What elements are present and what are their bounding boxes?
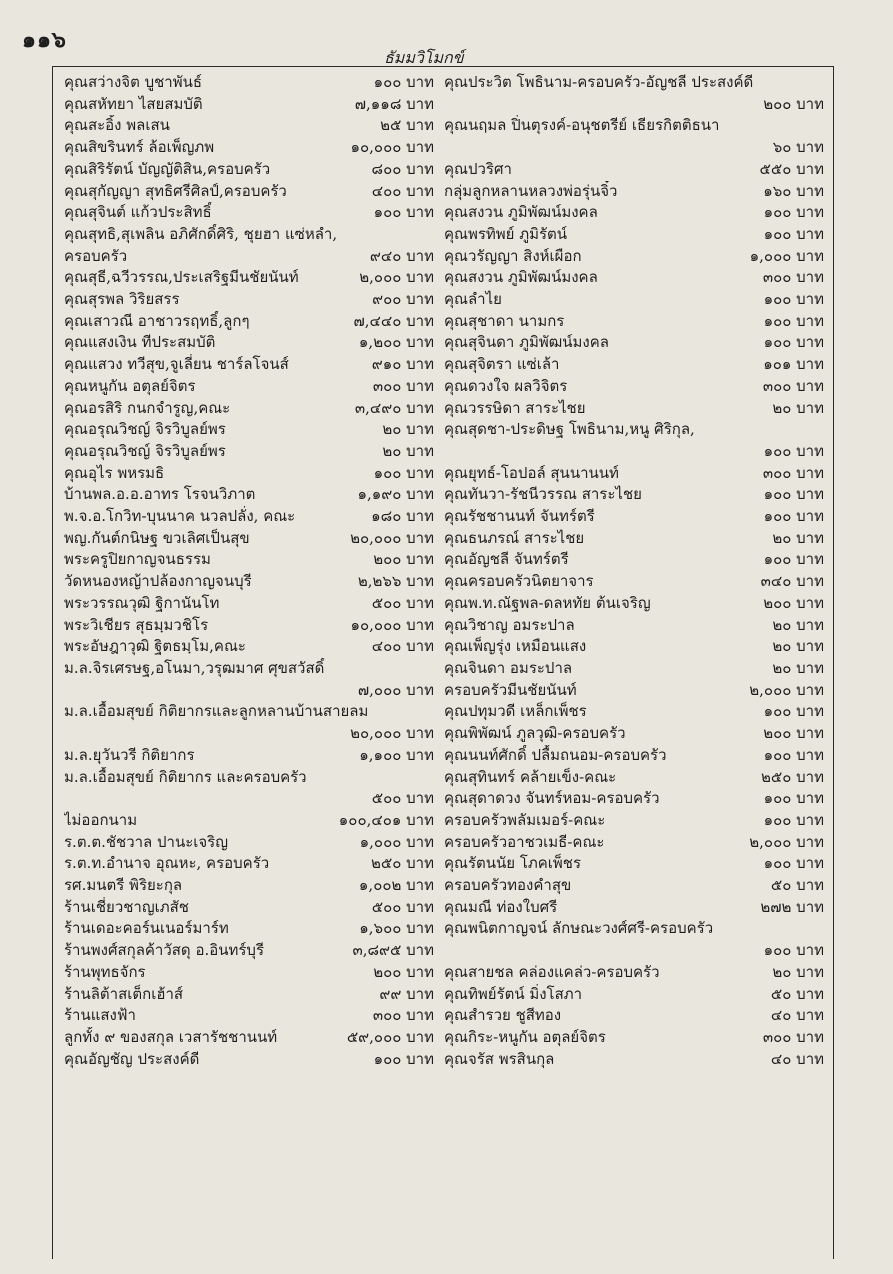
donation-amount: ๒,๐๐๐ บาท — [749, 832, 824, 851]
donor-entry — [64, 398, 434, 420]
donor-entry — [64, 137, 434, 159]
donation-amount: ๑,๑๙๐ บาท — [357, 485, 434, 504]
donor-entry — [64, 962, 434, 984]
donation-amount: ๒๐ บาท — [772, 528, 824, 547]
donor-entry — [444, 875, 824, 897]
donor-name: คุณอรสิริ กนกจำรูญ,คณะ — [64, 398, 231, 417]
donation-amount: ๓,๘๙๕ บาท — [352, 941, 434, 960]
donor-name: ครอบครัวอาชวเมธี-คณะ — [444, 832, 605, 851]
donation-amount: ๒,๐๐๐ บาท — [359, 268, 434, 287]
donor-entry — [444, 528, 824, 550]
donor-name: คุณสุจินดา ภูมิพัฒน์มงคล — [444, 333, 609, 352]
donor-entry — [64, 311, 434, 333]
donor-name: คุณครอบครัวนิตยาจาร — [444, 572, 594, 591]
donor-entry — [64, 267, 434, 289]
donor-name: พระวรรณวุฒิ ฐิกานันโท — [64, 593, 220, 612]
donor-entry — [64, 1049, 434, 1071]
donor-entry — [444, 723, 824, 745]
donor-entry — [444, 398, 824, 420]
donor-name: ครอบครัวพลัมเมอร์-คณะ — [444, 810, 606, 829]
donor-entry — [444, 246, 824, 268]
donation-amount: ๒๐ บาท — [772, 658, 824, 677]
donor-entry — [64, 832, 434, 854]
donor-entry — [64, 72, 434, 94]
donor-name: คุณสุกัญญา สุทธิศรีศิลป์,ครอบครัว — [64, 181, 287, 200]
donor-name: คุณพ.ท.ณัฐพล-ดลหทัย ต้นเจริญ — [444, 593, 651, 612]
donation-amount: ๔๐๐ บาท — [371, 181, 434, 200]
donor-name: พ.จ.อ.โกวิท-บุนนาค นวลปลั่ง, คณะ — [64, 507, 296, 526]
donor-name: ร.ต.ท.อำนาจ อุณหะ, ครอบครัว — [64, 854, 270, 873]
donor-entry — [444, 767, 824, 789]
donor-name: คุณสงวน ภูมิพัฒน์มงคล — [444, 203, 598, 222]
donor-entry — [64, 984, 434, 1006]
donation-amount: ๑๐๐ บาท — [763, 485, 824, 504]
donor-name: ม.ล.ยุวันวรี กิติยากร — [64, 745, 195, 764]
donor-name: คุณสุจินต์ แก้วประสิทธิ์ — [64, 203, 212, 222]
donor-entry — [64, 571, 434, 593]
donation-amount: ๑๐๐ บาท — [763, 333, 824, 352]
donor-name: คุณทันวา-รัชนีวรรณ สาระไชย — [444, 485, 642, 504]
donor-entry — [64, 658, 434, 680]
page-number: ๑๑๖ — [22, 27, 67, 53]
donation-amount: ๑๐๐ บาท — [763, 311, 824, 330]
donation-amount: ๑,๒๐๐ บาท — [358, 333, 434, 352]
donor-entry — [444, 615, 824, 637]
donor-name: ร้านพงศ์สกุลค้าวัสดุ อ.อินทร์บุรี — [64, 941, 265, 960]
donor-entry — [444, 115, 824, 137]
donor-entry — [64, 875, 434, 897]
donation-amount: ๓๔๐ บาท — [760, 572, 824, 591]
donation-amount: ๕๐๐ บาท — [371, 789, 434, 808]
donor-name: คุณปทุมวดี เหล็กเพ็ชร — [444, 702, 587, 721]
donation-amount: ๑๐๐ บาท — [373, 1049, 434, 1068]
donation-amount: ๑๐๑ บาท — [763, 355, 824, 374]
donation-amount: ๑๐๐ บาท — [763, 290, 824, 309]
donor-entry — [64, 723, 434, 745]
donor-name: คุณหนูกัน อตุลย์จิตร — [64, 376, 196, 395]
donor-entry — [444, 267, 824, 289]
donor-entry — [64, 745, 434, 767]
donation-amount: ๑๐๐ บาท — [373, 203, 434, 222]
donation-amount: ๑๐๐ บาท — [763, 941, 824, 960]
donor-name: คุณวรัญญา สิงห์เผือก — [444, 246, 582, 265]
donation-amount: ๑,๑๐๐ บาท — [359, 745, 434, 764]
donor-name: คุณจรัส พรสินกุล — [444, 1049, 555, 1068]
donation-amount: ๑,๐๐๐ บาท — [359, 832, 434, 851]
donation-amount: ๑,๐๐๒ บาท — [358, 876, 434, 895]
donor-name: คุณสุดาดวง จันทร์หอม-ครอบครัว — [444, 789, 660, 808]
donor-name: คุณกิระ-หนูกัน อตุลย์จิตร — [444, 1027, 606, 1046]
donation-amount: ๔๐ บาท — [770, 1049, 824, 1068]
donation-amount: ๙๐๐ บาท — [372, 290, 434, 309]
donor-entry — [64, 506, 434, 528]
donor-name: พระครูปิยกาญจนธรรม — [64, 550, 211, 569]
donor-name: คุณประวิต โพธินาม-ครอบครัว-อัญชลี ประสงค์ดี — [444, 73, 754, 91]
donor-entry — [444, 506, 824, 528]
donor-entry — [64, 484, 434, 506]
donor-entry — [444, 376, 824, 398]
donor-entry — [444, 419, 824, 441]
donor-name: คุณยุทธ์-โอปอล์ สุนนานนท์ — [444, 463, 619, 482]
donor-name: คุณทิพย์รัตน์ มิ่งโสภา — [444, 984, 583, 1003]
donation-amount: ๔๐๐ บาท — [371, 637, 434, 656]
donor-name: คุณพรทิพย์ ภูมิรัตน์ — [444, 224, 568, 243]
donor-entry — [444, 810, 824, 832]
donation-amount: ๒,๒๖๖ บาท — [357, 572, 434, 591]
donation-amount: ๓๐๐ บาท — [372, 1006, 434, 1025]
donor-name: คุณสำรวย ชูสีทอง — [444, 1006, 562, 1025]
donation-amount: ๓๐๐ บาท — [372, 376, 434, 395]
donation-amount: ๙๙ บาท — [379, 984, 434, 1003]
donor-entry — [444, 788, 824, 810]
donor-entry — [64, 441, 434, 463]
donor-entry — [64, 810, 434, 832]
donor-entry — [444, 918, 824, 940]
donor-entry — [444, 484, 824, 506]
donation-amount: ๑๐๐ บาท — [373, 463, 434, 482]
donor-entry — [64, 940, 434, 962]
donor-name: คุณอัญชลี จันทร์ตรี — [444, 550, 569, 569]
donor-entry — [64, 115, 434, 137]
donor-name: ร.ต.ต.ชัชวาล ปานะเจริญ — [64, 832, 229, 851]
donation-amount: ๒๐ บาท — [772, 962, 824, 981]
donation-amount: ๖๐ บาท — [772, 138, 824, 157]
donation-amount: ๓๐๐ บาท — [762, 376, 824, 395]
donation-amount: ๒๐๐ บาท — [373, 962, 434, 981]
donor-entry — [64, 354, 434, 376]
donation-amount: ๑๐๐ บาท — [763, 702, 824, 721]
donation-amount: ๑๐๐ บาท — [763, 441, 824, 460]
donor-entry — [444, 897, 824, 919]
donor-entry — [64, 1005, 434, 1027]
donor-entry — [444, 441, 824, 463]
donation-amount: ๑๐๐ บาท — [763, 854, 824, 873]
donation-amount: ๑๐,๐๐๐ บาท — [350, 615, 434, 634]
donor-entry — [444, 636, 824, 658]
donation-amount: ๒๐ บาท — [772, 615, 824, 634]
donor-name: คุณสิขรินทร์ ล้อเพ็ญภพ — [64, 138, 215, 157]
donation-amount: ๑๐,๐๐๐ บาท — [350, 138, 434, 157]
donor-entry — [64, 419, 434, 441]
donor-entry — [444, 181, 824, 203]
donation-amount: ๒๕๐ บาท — [761, 767, 824, 786]
donation-amount: ๑๐๐ บาท — [373, 73, 434, 91]
donor-name: คุณสุทินทร์ คล้ายเข็ง-คณะ — [444, 767, 617, 786]
donor-entry — [64, 528, 434, 550]
donor-entry — [444, 745, 824, 767]
donation-amount: ๒๐ บาท — [772, 637, 824, 656]
donation-amount: ๕๐ บาท — [770, 984, 824, 1003]
donation-amount: ๑๖๐ บาท — [763, 181, 824, 200]
donor-entry — [444, 202, 824, 224]
donor-entry — [64, 897, 434, 919]
donor-name: ครอบครัว — [64, 246, 128, 265]
donor-name: คุณอรุณวิชญ์ จิรวิบูลย์พร — [64, 420, 226, 439]
donor-name: คุณสุดชา-ประดิษฐ โพธินาม,หนู ศิริกุล, — [444, 420, 695, 439]
donation-amount: ๑๐๐,๔๐๑ บาท — [338, 810, 434, 829]
donor-name: ร้านเดอะคอร์นเนอร์มาร์ท — [64, 919, 229, 938]
donor-entry — [64, 202, 434, 224]
donor-entry — [64, 224, 434, 246]
donor-name: คุณสุธี,ฉวีวรรณ,ประเสริฐมีนชัยนันท์ — [64, 268, 299, 287]
donation-amount: ๒๕๐ บาท — [371, 854, 434, 873]
donor-name: ร้านพุทธจักร — [64, 962, 146, 981]
donation-amount: ๑๐๐ บาท — [763, 224, 824, 243]
donation-amount: ๕๕๐ บาท — [759, 159, 824, 178]
donation-amount: ๒๐๐ บาท — [763, 724, 824, 743]
donor-entry — [64, 636, 434, 658]
donor-name: ลูกทั้ง ๙ ของสกุล เวสารัชชานนท์ — [64, 1027, 278, 1046]
donation-amount: ๒๗๒ บาท — [760, 897, 824, 916]
donor-entry — [444, 593, 824, 615]
donor-entry — [64, 159, 434, 181]
donor-entry — [64, 615, 434, 637]
donation-amount: ๑,๐๐๐ บาท — [749, 246, 824, 265]
donor-name: ไม่ออกนาม — [64, 810, 138, 829]
donor-name: ครอบครัวทองคำสุข — [444, 876, 572, 895]
donor-name: คุณสิริรัตน์ บัญญัติสิน,ครอบครัว — [64, 159, 271, 178]
donation-amount: ๑,๖๐๐ บาท — [359, 919, 434, 938]
donor-name: คุณแสวง ทวีสุข,จูเลี่ยน ชาร์ลโจนส์ — [64, 355, 289, 374]
donor-entry — [444, 72, 824, 94]
donation-amount: ๔๐ บาท — [770, 1006, 824, 1025]
donor-name: คุณจินดา อมระปาล — [444, 658, 573, 677]
donation-amount: ๗,๐๐๐ บาท — [357, 680, 434, 699]
donor-name: ครอบครัวมีนชัยนันท์ — [444, 680, 577, 699]
donor-entry — [64, 463, 434, 485]
donor-entry — [444, 658, 824, 680]
donation-amount: ๑๐๐ บาท — [763, 789, 824, 808]
donor-name: คุณสะอิ้ง พลเสน — [64, 116, 170, 135]
donor-entry — [64, 701, 434, 723]
donor-entry — [444, 940, 824, 962]
donor-entry — [444, 549, 824, 571]
donor-name: คุณเสาวณี อาชาวรฤทธิ์,ลูกๆ — [64, 311, 250, 330]
donor-name: คุณสุจิตรา แซ่เล้า — [444, 355, 560, 374]
donor-name: กลุ่มลูกหลานหลวงพ่อรุ่นจิ๋ว — [444, 181, 618, 200]
donation-amount: ๒๐,๐๐๐ บาท — [350, 724, 434, 743]
donor-entry — [444, 159, 824, 181]
donor-entry — [444, 1027, 824, 1049]
donor-entry — [64, 332, 434, 354]
donor-name: คุณอัญชัญ ประสงค์ดี — [64, 1049, 200, 1068]
donation-amount: ๓๐๐ บาท — [762, 268, 824, 287]
donor-name: ม.ล.เอื้อมสุขย์ กิติยากร และครอบครัว — [64, 767, 307, 786]
donor-name: พระอัษฎาวุฒิ ฐิตธมฺโม,คณะ — [64, 637, 246, 656]
donation-amount: ๒๐๐ บาท — [763, 94, 824, 113]
donor-name: คุณรัตนนัย โภคเพ็ชร — [444, 854, 582, 873]
donation-amount: ๕๐ บาท — [770, 876, 824, 895]
donor-entry — [444, 1049, 824, 1071]
donor-entry — [64, 1027, 434, 1049]
donation-amount: ๑๐๐ บาท — [763, 507, 824, 526]
donation-amount: ๙๔๐ บาท — [369, 246, 434, 265]
donor-name: คุณนนท์ศักดิ์ ปลื้มถนอม-ครอบครัว — [444, 745, 667, 764]
donor-entry — [444, 332, 824, 354]
donation-amount: ๒,๐๐๐ บาท — [749, 680, 824, 699]
donor-name: คุณมณี ท่องใบศรี — [444, 897, 558, 916]
donor-entry — [444, 311, 824, 333]
left-donor-column — [64, 72, 434, 1070]
donation-amount: ๑๐๐ บาท — [763, 810, 824, 829]
donor-name: ร้านเชี่ยวชาญเภสัช — [64, 897, 189, 916]
running-header: ธัมมวิโมกข์ — [384, 48, 464, 67]
donor-entry — [64, 94, 434, 116]
donation-amount: ๘๐๐ บาท — [371, 159, 434, 178]
donation-amount: ๒๕ บาท — [380, 116, 434, 135]
donor-name: พระวิเชียร สุธมฺมวชิโร — [64, 615, 209, 634]
donor-entry — [64, 246, 434, 268]
donor-name: คุณรัชชานนท์ จันทร์ตรี — [444, 507, 595, 526]
donor-entry — [64, 918, 434, 940]
donor-name: คุณอรุณวิชญ์ จิรวิบูลย์พร — [64, 441, 226, 460]
donor-name: คุณดวงใจ ผลวิจิตร — [444, 376, 568, 395]
donor-entry — [64, 788, 434, 810]
donor-name: คุณธนภรณ์ สาระไชย — [444, 528, 585, 547]
donor-name: บ้านพล.อ.อ.อาทร โรจนวิภาต — [64, 485, 256, 504]
donor-name: คุณลำไย — [444, 290, 502, 309]
donor-name: คุณวิชาญ อมระปาล — [444, 615, 575, 634]
donor-name: คุณนฤมล ปิ่นตุรงค์-อนุชตรีย์ เธียรกิตติธนา — [444, 116, 720, 135]
donor-entry — [444, 680, 824, 702]
donor-entry — [64, 181, 434, 203]
donor-entry — [444, 224, 824, 246]
donor-name: คุณสุชาดา นามกร — [444, 311, 565, 330]
donor-name: คุณสุทธิ,สุเพลิน อภิศักดิ์ศิริ, ชุยฮา แซ่หลำ, — [64, 224, 338, 243]
donation-amount: ๗,๔๔๐ บาท — [353, 311, 434, 330]
donation-amount: ๗,๑๑๘ บาท — [354, 94, 434, 113]
donor-entry — [444, 832, 824, 854]
donor-entry — [444, 289, 824, 311]
donor-name: คุณเพ็ญรุ่ง เหมือนแสง — [444, 637, 587, 656]
right-donor-column — [444, 72, 824, 1070]
donor-entry — [444, 1005, 824, 1027]
donor-entry — [444, 962, 824, 984]
donation-amount: ๒๐ บาท — [382, 441, 434, 460]
donor-name: คุณพิพัฒน์ ภูลวุฒิ-ครอบครัว — [444, 724, 626, 743]
donor-entry — [444, 137, 824, 159]
donor-entry — [444, 354, 824, 376]
donor-entry — [444, 94, 824, 116]
donation-amount: ๓๐๐ บาท — [762, 1027, 824, 1046]
donor-entry — [444, 463, 824, 485]
donor-name: คุณสหัทยา ไสยสมบัติ — [64, 94, 203, 113]
donor-entry — [64, 289, 434, 311]
donor-entry — [64, 853, 434, 875]
donor-name: คุณแสงเงิน ทีประสมบัติ — [64, 333, 216, 352]
donor-name: วัดหนองหญ้าปล้องกาญจนบุรี — [64, 572, 252, 591]
donation-amount: ๒๐ บาท — [382, 420, 434, 439]
donation-amount: ๙๑๐ บาท — [371, 355, 434, 374]
donor-entry — [64, 680, 434, 702]
donor-name: ม.ล.เอื้อมสุขย์ กิติยากรและลูกหลานบ้านสายลม — [64, 702, 369, 721]
donor-name: ม.ล.จิรเศรษฐ,อโนมา,วรุฒมาศ ศุขสวัสดิ์ — [64, 658, 325, 677]
donor-name: คุณพนิตกาญจน์ ลักษณะวงศ์ศรี-ครอบครัว — [444, 919, 714, 938]
donation-amount: ๕๐๐ บาท — [371, 593, 434, 612]
donor-entry — [444, 571, 824, 593]
donor-entry — [64, 767, 434, 789]
donor-name: พญ.กันต์กนิษฐ ขวเลิศเป็นสุข — [64, 528, 250, 547]
donor-entry — [64, 593, 434, 615]
donor-name: คุณปวริศา — [444, 159, 512, 178]
donor-entry — [444, 984, 824, 1006]
donor-name: คุณสงวน ภูมิพัฒน์มงคล — [444, 268, 598, 287]
donation-amount: ๑๐๐ บาท — [763, 550, 824, 569]
donation-amount: ๒๐,๐๐๐ บาท — [350, 528, 434, 547]
donor-name: คุณสว่างจิต บูชาพันธ์ — [64, 73, 202, 91]
donor-entry — [64, 549, 434, 571]
donation-amount: ๓๐๐ บาท — [762, 463, 824, 482]
donation-amount: ๕๙,๐๐๐ บาท — [346, 1027, 434, 1046]
donor-name: ร้านลิต้าสเต็กเฮ้าส์ — [64, 984, 184, 1003]
donor-name: คุณอุไร พหรมธิ — [64, 463, 165, 482]
donor-name: ร้านแสงฟ้า — [64, 1006, 136, 1025]
donor-name: คุณวรรษิดา สาระไชย — [444, 398, 586, 417]
donation-amount: ๓,๔๙๐ บาท — [354, 398, 434, 417]
donation-amount: ๑๐๐ บาท — [763, 745, 824, 764]
donation-amount: ๒๐๐ บาท — [373, 550, 434, 569]
donor-entry — [444, 853, 824, 875]
donor-name: คุณสุรพล วิริยสรร — [64, 290, 180, 309]
donor-entry — [64, 376, 434, 398]
donor-name: คุณสายชล คล่องแคล่ว-ครอบครัว — [444, 962, 660, 981]
donation-amount: ๒๐ บาท — [772, 398, 824, 417]
donor-name: รศ.มนตรี พิริยะกุล — [64, 876, 183, 895]
donation-amount: ๑๐๐ บาท — [763, 203, 824, 222]
donation-amount: ๑๘๐ บาท — [371, 507, 434, 526]
donor-entry — [444, 701, 824, 723]
donation-amount: ๒๐๐ บาท — [763, 593, 824, 612]
donation-amount: ๕๐๐ บาท — [371, 897, 434, 916]
